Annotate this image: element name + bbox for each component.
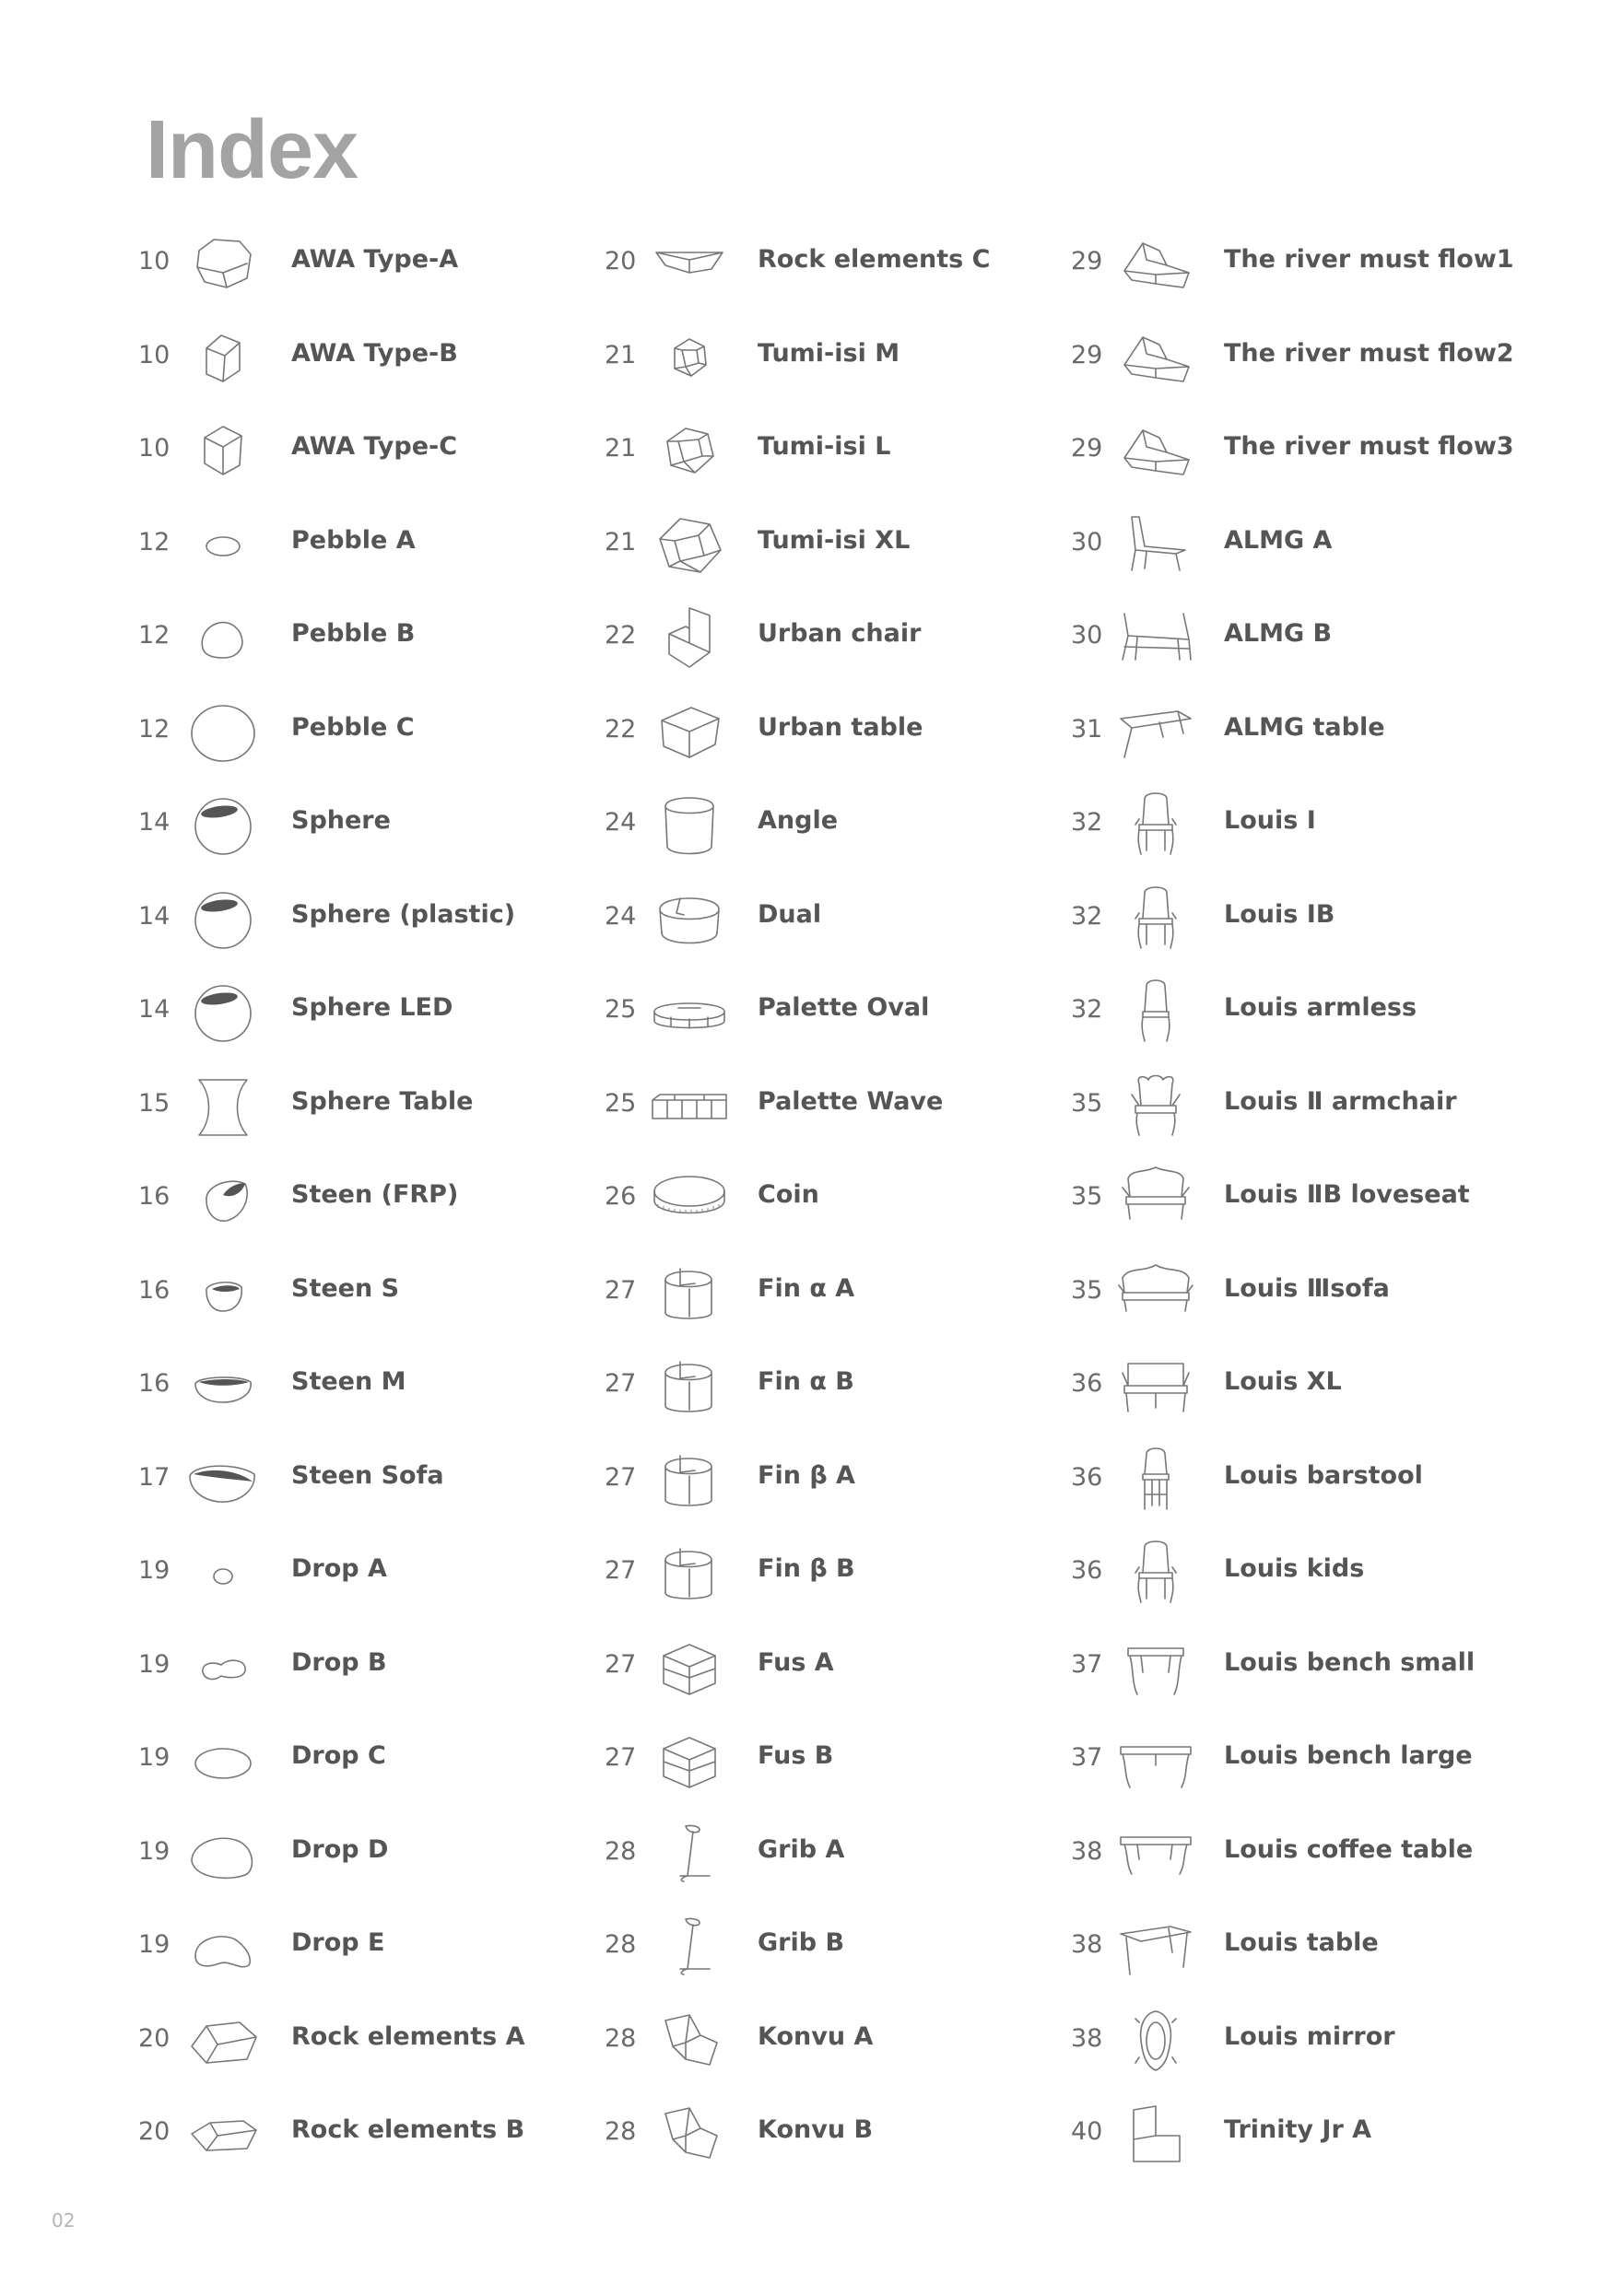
entry-product-name: Drop E bbox=[291, 1928, 385, 1957]
entry-product-name: Rock elements C bbox=[758, 245, 991, 274]
index-entry bbox=[605, 2103, 1084, 2196]
river-icon bbox=[1119, 232, 1193, 295]
coin-icon bbox=[653, 1167, 726, 1230]
entry-page-number: 21 bbox=[605, 527, 637, 556]
louis-loveseat-icon bbox=[1119, 1167, 1193, 1230]
rock-a-icon bbox=[186, 2009, 260, 2072]
sphere-icon bbox=[186, 980, 260, 1043]
index-entry bbox=[605, 1448, 1084, 1542]
entry-product-name: Grib B bbox=[758, 1928, 845, 1957]
entry-page-number: 20 bbox=[138, 2023, 171, 2053]
entry-product-name: Drop A bbox=[291, 1554, 387, 1583]
entry-product-name: Fin β A bbox=[758, 1460, 855, 1490]
entry-product-name: The river must flow2 bbox=[1224, 338, 1514, 368]
entry-page-number: 37 bbox=[1071, 1743, 1103, 1772]
index-entry bbox=[138, 232, 617, 326]
entry-page-number: 27 bbox=[605, 1649, 637, 1679]
entry-product-name: AWA Type-C bbox=[291, 432, 458, 461]
index-entry bbox=[605, 887, 1084, 981]
index-entry bbox=[138, 419, 617, 513]
entry-page-number: 38 bbox=[1071, 1836, 1103, 1866]
entry-product-name: Steen M bbox=[291, 1367, 406, 1396]
entry-page-number: 32 bbox=[1071, 901, 1103, 931]
index-entry bbox=[138, 1354, 617, 1448]
index-entry bbox=[1071, 793, 1550, 887]
angle-icon bbox=[653, 793, 726, 856]
index-entry bbox=[605, 326, 1084, 420]
index-entry bbox=[138, 980, 617, 1074]
louis-coffee-table-icon bbox=[1119, 1822, 1193, 1885]
entry-page-number: 38 bbox=[1071, 2023, 1103, 2053]
index-entry bbox=[605, 1822, 1084, 1916]
grib-icon bbox=[653, 1915, 726, 1978]
index-entry bbox=[138, 1541, 617, 1635]
louis-armchair-icon bbox=[1119, 1074, 1193, 1137]
drop-d-icon bbox=[186, 1822, 260, 1885]
entry-page-number: 29 bbox=[1071, 434, 1103, 463]
entry-page-number: 27 bbox=[605, 1275, 637, 1305]
entry-product-name: Drop D bbox=[291, 1834, 389, 1864]
entry-page-number: 27 bbox=[605, 1743, 637, 1772]
awa-b-icon bbox=[186, 326, 260, 389]
index-entry bbox=[605, 793, 1084, 887]
tumi-m-icon bbox=[653, 326, 726, 389]
index-entry bbox=[1071, 1074, 1550, 1168]
entry-page-number: 14 bbox=[138, 808, 171, 837]
entry-product-name: Konvu B bbox=[758, 2115, 874, 2144]
index-entry bbox=[138, 1448, 617, 1542]
urban-table-icon bbox=[653, 700, 726, 763]
entry-product-name: Louis XL bbox=[1224, 1367, 1342, 1396]
index-entry bbox=[138, 1635, 617, 1729]
fus-icon bbox=[653, 1635, 726, 1698]
entry-product-name: Palette Wave bbox=[758, 1086, 944, 1116]
awa-c-icon bbox=[186, 419, 260, 482]
index-entry bbox=[605, 1167, 1084, 1261]
entry-product-name: Louis kids bbox=[1224, 1554, 1365, 1583]
entry-page-number: 10 bbox=[138, 247, 171, 275]
entry-product-name: Grib A bbox=[758, 1834, 845, 1864]
dual-icon bbox=[653, 887, 726, 950]
index-entry bbox=[605, 1074, 1084, 1168]
entry-page-number: 14 bbox=[138, 901, 171, 931]
urban-chair-icon bbox=[653, 606, 726, 669]
entry-page-number: 22 bbox=[605, 714, 637, 744]
drop-c-icon bbox=[186, 1728, 260, 1791]
index-entry bbox=[1071, 513, 1550, 607]
entry-page-number: 12 bbox=[138, 527, 171, 556]
entry-product-name: Rock elements B bbox=[291, 2115, 525, 2144]
entry-product-name: Sphere Table bbox=[291, 1086, 474, 1116]
index-column-3 bbox=[1071, 232, 1550, 2196]
entry-product-name: Louis ⅠB bbox=[1224, 899, 1335, 929]
palette-wave-icon bbox=[653, 1074, 726, 1137]
index-entry bbox=[1071, 1167, 1550, 1261]
index-entry bbox=[605, 232, 1084, 326]
awa-a-icon bbox=[186, 232, 260, 295]
entry-product-name: Steen S bbox=[291, 1273, 400, 1303]
entry-page-number: 19 bbox=[138, 1743, 171, 1772]
index-entry bbox=[605, 1261, 1084, 1355]
louis-xl-icon bbox=[1119, 1354, 1193, 1417]
index-entry bbox=[605, 980, 1084, 1074]
entry-page-number: 32 bbox=[1071, 808, 1103, 837]
entry-product-name: AWA Type-A bbox=[291, 245, 459, 274]
index-entry bbox=[605, 2009, 1084, 2103]
konvu-icon bbox=[653, 2009, 726, 2072]
entry-page-number: 25 bbox=[605, 1088, 637, 1118]
entry-page-number: 30 bbox=[1071, 527, 1103, 556]
fin-icon bbox=[653, 1354, 726, 1417]
entry-product-name: Sphere bbox=[291, 806, 391, 835]
index-entry bbox=[605, 700, 1084, 794]
entry-page-number: 24 bbox=[605, 901, 637, 931]
entry-page-number: 17 bbox=[138, 1462, 171, 1492]
index-entry bbox=[138, 1915, 617, 2009]
entry-page-number: 35 bbox=[1071, 1182, 1103, 1211]
entry-page-number: 19 bbox=[138, 1930, 171, 1959]
louis-chair-icon bbox=[1119, 1541, 1193, 1604]
index-entry bbox=[605, 1915, 1084, 2009]
entry-page-number: 24 bbox=[605, 808, 637, 837]
tumi-l-icon bbox=[653, 419, 726, 482]
index-entry bbox=[138, 887, 617, 981]
drop-e-icon bbox=[186, 1915, 260, 1978]
entry-product-name: Fin α A bbox=[758, 1273, 855, 1303]
pebble-c-icon bbox=[186, 700, 260, 763]
entry-product-name: The river must flow3 bbox=[1224, 432, 1514, 461]
entry-product-name: Louis coffee table bbox=[1224, 1834, 1474, 1864]
tumi-xl-icon bbox=[653, 513, 726, 576]
entry-product-name: Pebble C bbox=[291, 712, 415, 742]
entry-page-number: 30 bbox=[1071, 621, 1103, 650]
konvu-icon bbox=[653, 2103, 726, 2165]
entry-page-number: 27 bbox=[605, 1369, 637, 1398]
entry-page-number: 31 bbox=[1071, 714, 1103, 744]
index-entry bbox=[138, 1074, 617, 1168]
entry-product-name: ALMG A bbox=[1224, 525, 1333, 555]
entry-product-name: Tumi-isi L bbox=[758, 432, 891, 461]
index-entry bbox=[138, 700, 617, 794]
entry-product-name: Coin bbox=[758, 1180, 819, 1209]
entry-page-number: 12 bbox=[138, 621, 171, 650]
fin-icon bbox=[653, 1448, 726, 1511]
index-entry bbox=[1071, 2009, 1550, 2103]
entry-page-number: 16 bbox=[138, 1182, 171, 1211]
index-entry bbox=[605, 1354, 1084, 1448]
steen-frp-icon bbox=[186, 1167, 260, 1230]
page-number: 02 bbox=[52, 2209, 76, 2232]
index-entry bbox=[605, 1728, 1084, 1822]
entry-product-name: Louis Ⅰ bbox=[1224, 806, 1316, 835]
river-icon bbox=[1119, 419, 1193, 482]
fus-icon bbox=[653, 1728, 726, 1791]
entry-product-name: Sphere (plastic) bbox=[291, 899, 516, 929]
entry-page-number: 35 bbox=[1071, 1088, 1103, 1118]
entry-page-number: 35 bbox=[1071, 1275, 1103, 1305]
entry-page-number: 14 bbox=[138, 995, 171, 1024]
entry-product-name: Steen (FRP) bbox=[291, 1180, 459, 1209]
entry-product-name: Drop B bbox=[291, 1647, 387, 1677]
index-entry bbox=[605, 1541, 1084, 1635]
index-entry bbox=[1071, 1728, 1550, 1822]
drop-b-icon bbox=[186, 1635, 260, 1698]
entry-product-name: Trinity Jr A bbox=[1224, 2115, 1372, 2144]
entry-product-name: Fus B bbox=[758, 1741, 834, 1770]
drop-a-icon bbox=[186, 1541, 260, 1604]
entry-product-name: The river must flow1 bbox=[1224, 245, 1514, 274]
entry-page-number: 28 bbox=[605, 1930, 637, 1959]
entry-product-name: Louis ⅡB loveseat bbox=[1224, 1180, 1470, 1209]
index-entry bbox=[1071, 1541, 1550, 1635]
entry-page-number: 15 bbox=[138, 1088, 171, 1118]
entry-product-name: Fus A bbox=[758, 1647, 834, 1677]
entry-product-name: Tumi-isi M bbox=[758, 338, 900, 368]
entry-page-number: 28 bbox=[605, 2117, 637, 2146]
entry-product-name: Urban table bbox=[758, 712, 923, 742]
entry-page-number: 19 bbox=[138, 1836, 171, 1866]
louis-bench-large-icon bbox=[1119, 1728, 1193, 1791]
entry-page-number: 20 bbox=[605, 247, 637, 275]
index-entry bbox=[605, 419, 1084, 513]
index-entry bbox=[605, 606, 1084, 700]
entry-product-name: Fin β B bbox=[758, 1554, 855, 1583]
entry-product-name: Louis table bbox=[1224, 1928, 1379, 1957]
index-entry bbox=[1071, 606, 1550, 700]
entry-product-name: Steen Sofa bbox=[291, 1460, 444, 1490]
entry-page-number: 36 bbox=[1071, 1369, 1103, 1398]
louis-armless-icon bbox=[1119, 980, 1193, 1043]
entry-product-name: Pebble B bbox=[291, 619, 416, 648]
index-entry bbox=[138, 1261, 617, 1355]
louis-barstool-icon bbox=[1119, 1448, 1193, 1511]
entry-page-number: 16 bbox=[138, 1369, 171, 1398]
index-entry bbox=[1071, 419, 1550, 513]
sphere-icon bbox=[186, 887, 260, 950]
index-entry bbox=[138, 606, 617, 700]
entry-product-name: ALMG B bbox=[1224, 619, 1333, 648]
entry-page-number: 27 bbox=[605, 1462, 637, 1492]
sphere-table-icon bbox=[186, 1074, 260, 1137]
louis-chair-icon bbox=[1119, 887, 1193, 950]
palette-oval-icon bbox=[653, 980, 726, 1043]
index-entry bbox=[1071, 700, 1550, 794]
index-entry bbox=[138, 2103, 617, 2196]
index-entry bbox=[1071, 1354, 1550, 1448]
entry-page-number: 10 bbox=[138, 434, 171, 463]
entry-product-name: Tumi-isi XL bbox=[758, 525, 911, 555]
index-entry bbox=[138, 793, 617, 887]
entry-product-name: Louis barstool bbox=[1224, 1460, 1423, 1490]
entry-page-number: 27 bbox=[605, 1556, 637, 1585]
index-entry bbox=[1071, 2103, 1550, 2196]
entry-page-number: 26 bbox=[605, 1182, 637, 1211]
almg-table-icon bbox=[1119, 700, 1193, 763]
steen-s-icon bbox=[186, 1261, 260, 1324]
entry-page-number: 32 bbox=[1071, 995, 1103, 1024]
entry-product-name: Dual bbox=[758, 899, 822, 929]
entry-product-name: Louis Ⅱ armchair bbox=[1224, 1086, 1457, 1116]
entry-product-name: Louis bench large bbox=[1224, 1741, 1473, 1770]
index-column-2 bbox=[605, 232, 1084, 2196]
entry-page-number: 16 bbox=[138, 1275, 171, 1305]
entry-page-number: 19 bbox=[138, 1649, 171, 1679]
index-entry bbox=[1071, 887, 1550, 981]
grib-icon bbox=[653, 1822, 726, 1885]
fin-icon bbox=[653, 1541, 726, 1604]
entry-page-number: 28 bbox=[605, 2023, 637, 2053]
entry-product-name: Konvu A bbox=[758, 2021, 874, 2051]
index-entry bbox=[605, 513, 1084, 607]
entry-product-name: Drop C bbox=[291, 1741, 386, 1770]
almg-bench-icon bbox=[1119, 606, 1193, 669]
entry-page-number: 21 bbox=[605, 434, 637, 463]
entry-page-number: 38 bbox=[1071, 1930, 1103, 1959]
index-entry bbox=[1071, 326, 1550, 420]
index-entry bbox=[138, 326, 617, 420]
louis-sofa-icon bbox=[1119, 1261, 1193, 1324]
index-entry bbox=[605, 1635, 1084, 1729]
index-entry bbox=[138, 2009, 617, 2103]
entry-page-number: 12 bbox=[138, 714, 171, 744]
index-entry bbox=[1071, 980, 1550, 1074]
entry-page-number: 29 bbox=[1071, 247, 1103, 275]
rock-c-icon bbox=[653, 232, 726, 295]
trinity-icon bbox=[1119, 2103, 1193, 2165]
index-entry bbox=[138, 1822, 617, 1916]
pebble-b-icon bbox=[186, 606, 260, 669]
entry-product-name: Angle bbox=[758, 806, 839, 835]
page-title: Index bbox=[146, 104, 359, 196]
index-entry bbox=[138, 513, 617, 607]
entry-product-name: Louis bench small bbox=[1224, 1647, 1476, 1677]
entry-product-name: Louis mirror bbox=[1224, 2021, 1395, 2051]
louis-bench-small-icon bbox=[1119, 1635, 1193, 1698]
index-entry bbox=[1071, 1915, 1550, 2009]
entry-page-number: 28 bbox=[605, 1836, 637, 1866]
entry-product-name: Urban chair bbox=[758, 619, 922, 648]
entry-product-name: Pebble A bbox=[291, 525, 416, 555]
index-entry bbox=[1071, 1822, 1550, 1916]
entry-product-name: Louis Ⅲsofa bbox=[1224, 1273, 1390, 1303]
sphere-icon bbox=[186, 793, 260, 856]
pebble-a-icon bbox=[186, 513, 260, 576]
steen-sofa-icon bbox=[186, 1448, 260, 1511]
entry-page-number: 37 bbox=[1071, 1649, 1103, 1679]
entry-page-number: 19 bbox=[138, 1556, 171, 1585]
index-entry bbox=[1071, 1635, 1550, 1729]
index-entry bbox=[1071, 232, 1550, 326]
index-column-1 bbox=[138, 232, 617, 2196]
entry-page-number: 20 bbox=[138, 2117, 171, 2146]
entry-page-number: 10 bbox=[138, 340, 171, 369]
entry-product-name: Louis armless bbox=[1224, 993, 1417, 1022]
index-entry bbox=[138, 1728, 617, 1822]
louis-table-icon bbox=[1119, 1915, 1193, 1978]
almg-chair-icon bbox=[1119, 513, 1193, 576]
index-entry bbox=[1071, 1261, 1550, 1355]
entry-page-number: 40 bbox=[1071, 2117, 1103, 2146]
entry-page-number: 21 bbox=[605, 340, 637, 369]
entry-page-number: 22 bbox=[605, 621, 637, 650]
fin-icon bbox=[653, 1261, 726, 1324]
entry-product-name: Sphere LED bbox=[291, 993, 453, 1022]
entry-product-name: Rock elements A bbox=[291, 2021, 525, 2051]
steen-m-icon bbox=[186, 1354, 260, 1417]
entry-page-number: 29 bbox=[1071, 340, 1103, 369]
entry-product-name: Palette Oval bbox=[758, 993, 930, 1022]
entry-product-name: ALMG table bbox=[1224, 712, 1385, 742]
river-icon bbox=[1119, 326, 1193, 389]
entry-product-name: Fin α B bbox=[758, 1367, 854, 1396]
entry-page-number: 25 bbox=[605, 995, 637, 1024]
entry-page-number: 36 bbox=[1071, 1556, 1103, 1585]
louis-chair-icon bbox=[1119, 793, 1193, 856]
louis-mirror-icon bbox=[1119, 2009, 1193, 2072]
entry-product-name: AWA Type-B bbox=[291, 338, 458, 368]
index-entry bbox=[138, 1167, 617, 1261]
rock-b-icon bbox=[186, 2103, 260, 2165]
index-entry bbox=[1071, 1448, 1550, 1542]
entry-page-number: 36 bbox=[1071, 1462, 1103, 1492]
